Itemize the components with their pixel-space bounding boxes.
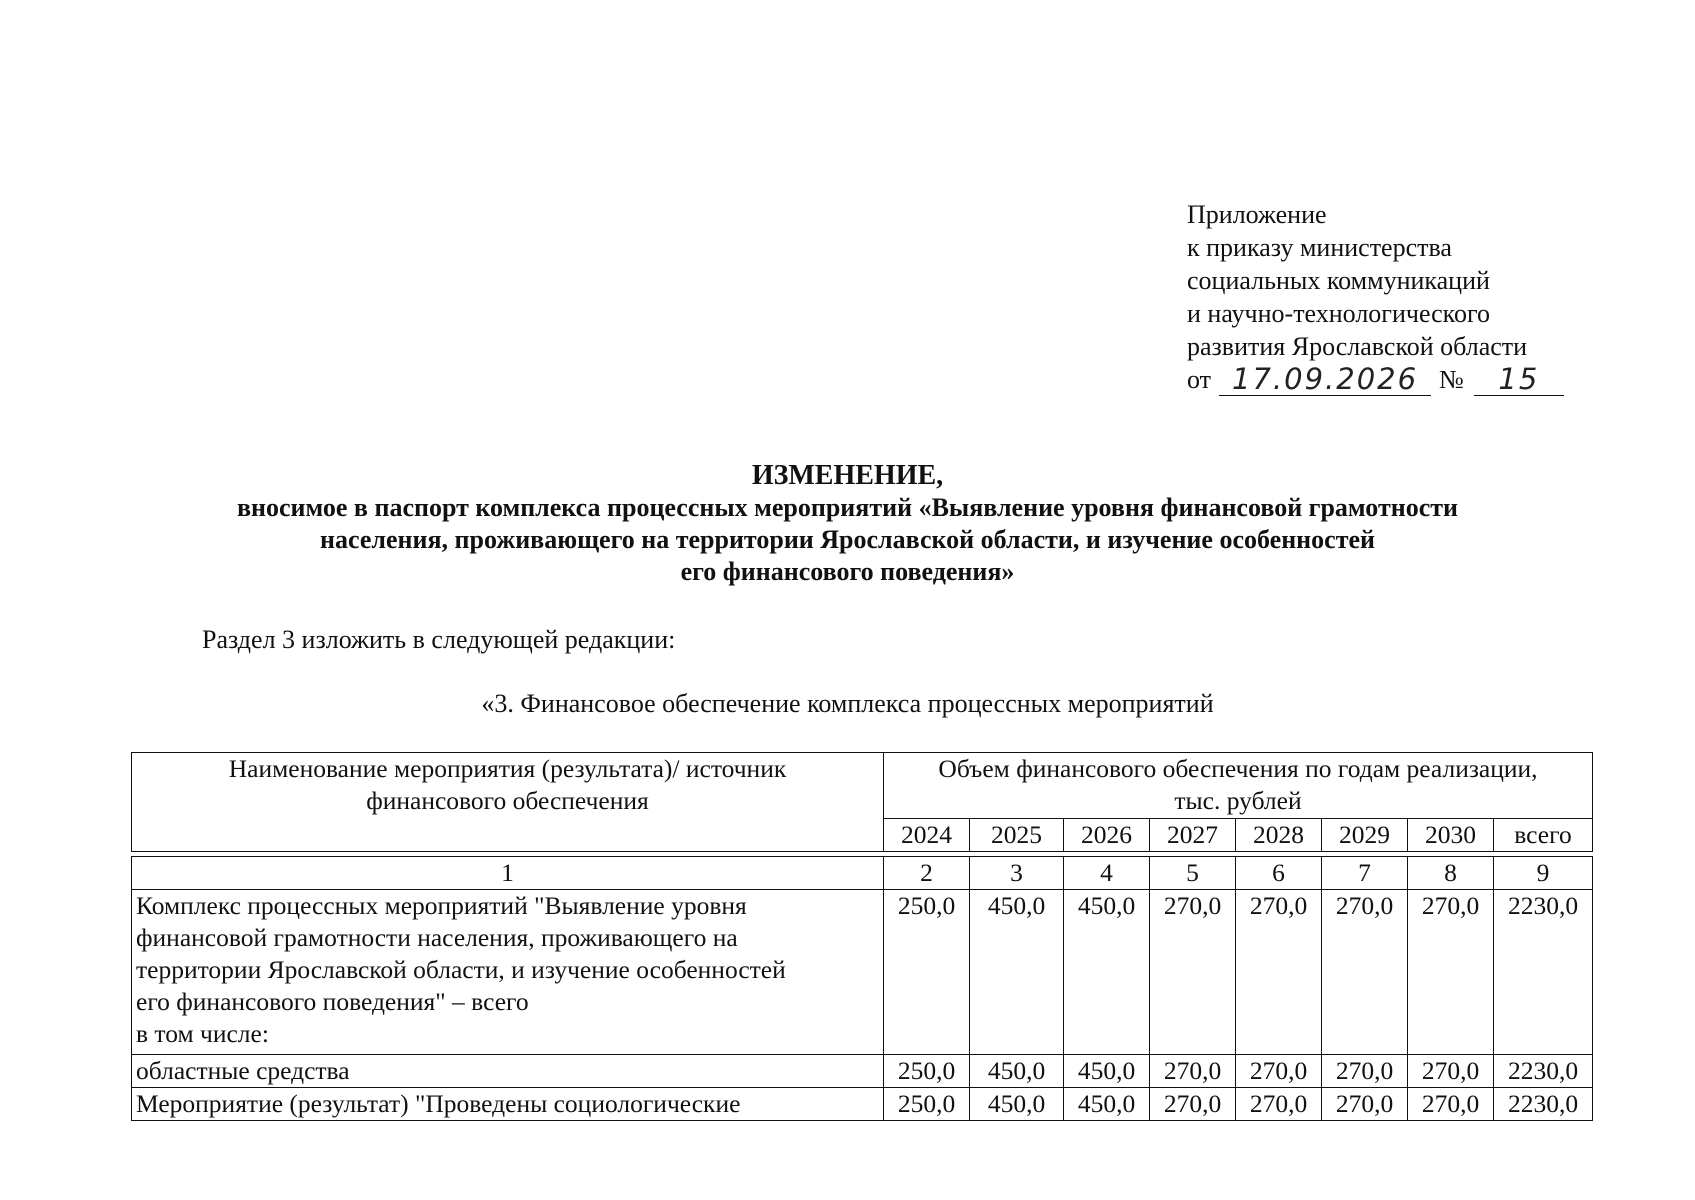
row-label-cell xyxy=(132,1055,884,1088)
handwritten-date: 17.09.2026 xyxy=(1219,363,1431,396)
value-cell: 270,0 xyxy=(1322,1088,1408,1121)
header-name-cell xyxy=(132,753,884,852)
total-value-cell: 2230,0 xyxy=(1494,1055,1593,1088)
year-cell: 2029 xyxy=(1322,818,1408,851)
title-main: ИЗМЕНЕНИЕ, xyxy=(751,460,944,491)
financing-table xyxy=(131,752,1593,1121)
date-number-line xyxy=(1187,363,1564,396)
header-volume-line: Объем финансового обеспечения по годам реализации, xyxy=(938,754,1538,783)
value-cell: 450,0 xyxy=(1064,890,1150,1055)
row-label-line: Мероприятие (результат) "Проведены социологические xyxy=(136,1089,741,1118)
handwritten-number: 15 xyxy=(1474,363,1564,396)
title-line: вносимое в паспорт комплекса процессных мероприятий «Выявление уровня финансовой грамотности xyxy=(236,493,1459,522)
year-cell: 2024 xyxy=(884,818,970,851)
year-cell: 2026 xyxy=(1064,818,1150,851)
year-cell: 2028 xyxy=(1236,818,1322,851)
column-number-cell: 9 xyxy=(1494,857,1593,890)
total-value-cell: 2230,0 xyxy=(1494,1088,1593,1121)
value-cell: 450,0 xyxy=(970,890,1064,1055)
row-label-line: его финансового поведения" – всего xyxy=(136,987,529,1016)
appendix-line: и научно-технологического xyxy=(1187,299,1491,328)
table-row xyxy=(132,890,1593,1055)
value-cell: 450,0 xyxy=(1064,1088,1150,1121)
appendix-line: Приложение xyxy=(1187,200,1327,229)
header-volume-cell xyxy=(884,753,1593,819)
section-title: «3. Финансовое обеспечение комплекса процессных мероприятий xyxy=(481,689,1214,718)
year-cell: 2030 xyxy=(1408,818,1494,851)
total-value-cell: 2230,0 xyxy=(1494,890,1593,1055)
column-number-cell: 7 xyxy=(1322,857,1408,890)
row-label-line: областные средства xyxy=(136,1056,350,1085)
table-row xyxy=(132,1055,1593,1088)
value-cell: 270,0 xyxy=(1408,1088,1494,1121)
value-cell: 450,0 xyxy=(1064,1055,1150,1088)
column-numbers-row xyxy=(132,857,1593,890)
header-name-line: Наименование мероприятия (результата)/ источник xyxy=(228,754,787,783)
row-label-line: в том числе: xyxy=(136,1019,269,1048)
value-cell: 270,0 xyxy=(1408,890,1494,1055)
appendix-line: к приказу министерства xyxy=(1187,233,1452,262)
value-cell: 450,0 xyxy=(970,1055,1064,1088)
appendix-line: развития Ярославской области xyxy=(1187,332,1528,361)
column-number-cell: 3 xyxy=(970,857,1064,890)
document-title xyxy=(0,460,1695,588)
value-cell: 270,0 xyxy=(1150,1088,1236,1121)
intro-text: Раздел 3 изложить в следующей редакции: xyxy=(202,625,676,654)
column-number-cell: 8 xyxy=(1408,857,1494,890)
number-sign: № xyxy=(1439,365,1464,394)
column-number-cell: 1 xyxy=(132,857,884,890)
table-row xyxy=(132,1088,1593,1121)
value-cell: 270,0 xyxy=(1322,1055,1408,1088)
value-cell: 250,0 xyxy=(884,890,970,1055)
row-label-cell xyxy=(132,890,884,1055)
value-cell: 270,0 xyxy=(1150,890,1236,1055)
appendix-line: социальных коммуникаций xyxy=(1187,266,1490,295)
year-total-cell: всего xyxy=(1494,818,1593,851)
value-cell: 270,0 xyxy=(1150,1055,1236,1088)
title-line: населения, проживающего на территории Ярославской области, и изучение особенностей xyxy=(320,525,1375,554)
value-cell: 270,0 xyxy=(1236,890,1322,1055)
row-label-line: Комплекс процессных мероприятий "Выявление уровня xyxy=(136,891,747,920)
value-cell: 250,0 xyxy=(884,1055,970,1088)
table-header-row xyxy=(132,753,1593,819)
row-label-line: территории Ярославской области, и изучение особенностей xyxy=(136,955,786,984)
column-number-cell: 5 xyxy=(1150,857,1236,890)
value-cell: 250,0 xyxy=(884,1088,970,1121)
value-cell: 270,0 xyxy=(1236,1088,1322,1121)
value-cell: 270,0 xyxy=(1322,890,1408,1055)
header-volume-line: тыс. рублей xyxy=(1174,786,1302,815)
row-label-line: финансовой грамотности населения, проживающего на xyxy=(136,923,738,952)
appendix-block xyxy=(1187,198,1564,396)
value-cell: 450,0 xyxy=(970,1088,1064,1121)
value-cell: 270,0 xyxy=(1408,1055,1494,1088)
year-cell: 2025 xyxy=(970,818,1064,851)
row-label-cell xyxy=(132,1088,884,1121)
year-cell: 2027 xyxy=(1150,818,1236,851)
column-number-cell: 4 xyxy=(1064,857,1150,890)
date-prefix: от xyxy=(1187,365,1212,394)
column-number-cell: 6 xyxy=(1236,857,1322,890)
column-number-cell: 2 xyxy=(884,857,970,890)
header-name-line: финансового обеспечения xyxy=(366,786,649,815)
value-cell: 270,0 xyxy=(1236,1055,1322,1088)
title-line: его финансового поведения» xyxy=(680,557,1015,586)
